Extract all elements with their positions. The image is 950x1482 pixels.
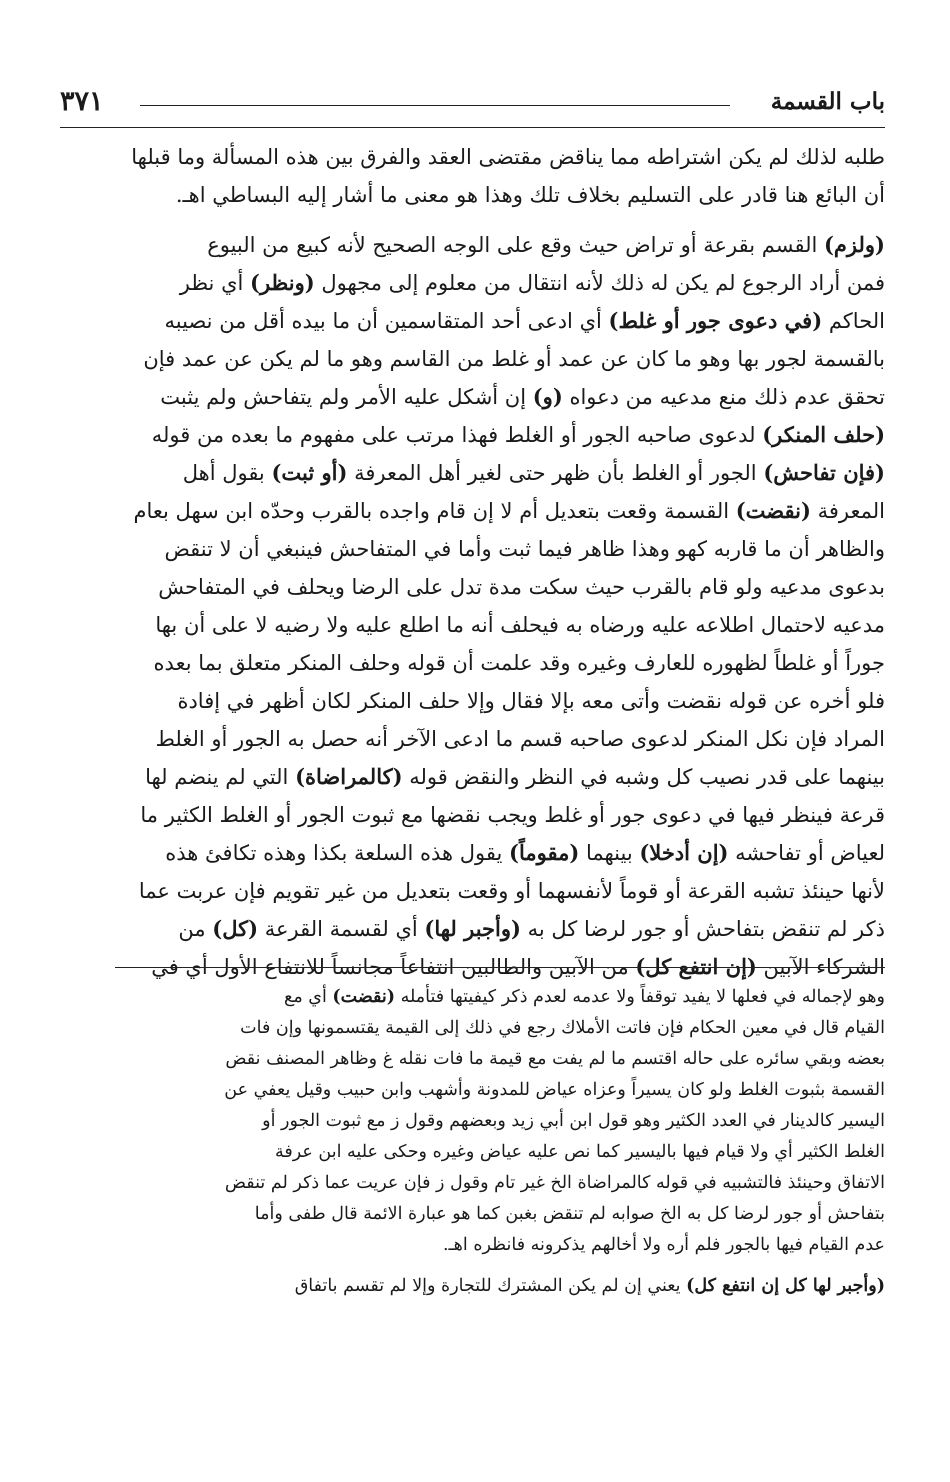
paragraph-1 <box>60 138 885 214</box>
note-line: الاتفاق وحينئذ فالتشبيه في قوله كالمراضاة الخ غير تام وقول ز فإن عريت عما ذكر لم تنقض <box>224 1173 885 1193</box>
header-underline <box>60 127 885 128</box>
lemma: (وأجبر لها كل إن انتفع كل) <box>686 1276 885 1296</box>
text-line: تحقق عدم ذلك منع مدعيه من دعواه (و) إن أشكل عليه الأمر ولم يتفاحش ولم يثبت <box>160 384 885 409</box>
text-line: (حلف المنكر) لدعوى صاحبه الجور أو الغلط فهذا مرتب على مفهوم ما بعده من قوله <box>151 422 885 447</box>
text-line: لأنها حينئذ تشبه القرعة أو قوماً لأنفسهما أو وقعت بتعديل من غير تقويم فإن عربت عما <box>138 879 885 903</box>
text-line: فمن أراد الرجوع لم يكن له ذلك لأنه انتقال من معلوم إلى مجهول (ونظر) أي نظر <box>179 270 885 295</box>
lemma: (إن انتفع كل) <box>635 954 757 979</box>
text-line: الحاكم (في دعوى جور أو غلط) أي ادعى أحد المتقاسمين أن ما بيده أقل من نصيبه <box>164 308 885 333</box>
text-line: الشركاء الآبين (إن انتفع كل) من الآبين والطالبين انتفاعاً مجانساً للانتفاع الأول أي في <box>151 954 885 979</box>
page-number: ٣٧١ <box>60 86 104 117</box>
text-line: المراد فإن نكل المنكر لدعوى صاحبه قسم ما ادعى الآخر أنه حصل به الجور أو الغلط <box>155 727 885 751</box>
lemma: (في دعوى جور أو غلط) <box>608 308 823 333</box>
note-line: القيام قال في معين الحكام فإن فاتت الأملاك رجع في ذلك إلى القيمة يقتسمونها وإن فات <box>240 1018 885 1038</box>
paragraph-2 <box>60 226 885 986</box>
lemma: (و) <box>532 384 563 409</box>
lemma: (ونظر) <box>250 270 315 295</box>
text-line: طلبه لذلك لم يكن اشتراطه مما يناقض مقتضى العقد والفرق بين هذه المسألة وما قبلها <box>131 145 885 169</box>
note-line: وهو لإجماله في فعلها لا يفيد توقفاً ولا عدمه لعدم ذكر كيفيتها فتأمله (نقضت) أي مع <box>284 987 885 1007</box>
note-paragraph-1 <box>115 982 885 1261</box>
lemma: (نقضت) <box>735 498 811 523</box>
text-line: ذكر لم تنقض بتفاحش أو جور لرضا كل به (وأجبر لها) أي لقسمة القرعة (كل) من <box>178 916 885 941</box>
note-line: عدم القيام فيها بالجور فلم أره ولا أخالهم يذكرونه فانظره اهـ. <box>442 1235 885 1255</box>
note-line: بتفاحش أو جور لرضا كل به الخ صوابه لم تنقض بغبن كما هو عبارة الائمة قال طفى وأما <box>254 1204 885 1224</box>
footnote-rule <box>115 967 885 968</box>
lemma: (كل) <box>212 916 259 941</box>
lemma: (نقضت) <box>332 987 396 1007</box>
header-rule <box>140 105 730 106</box>
lemma: (وأجبر لها) <box>424 916 521 941</box>
lemma: (ولزم) <box>823 232 885 257</box>
main-text <box>60 138 885 986</box>
text-line: المعرفة (نقضت) القسمة وقعت بتعديل أم لا إن قام واجده بالقرب وحدّه ابن سهل بعام <box>133 498 885 523</box>
text-line: أن البائع هنا قادر على التسليم بخلاف تلك وهذا هو معنى ما أشار إليه البساطي اهـ. <box>175 183 885 207</box>
text-line: بينهما على قدر نصيب كل وشبه في النظر والنقض قوله (كالمراضاة) التي لم ينضم لها <box>145 764 885 789</box>
lemma: (حلف المنكر) <box>762 422 885 447</box>
text-line: فلو أخره عن قوله نقضت وأتى معه بإلا فقال وإلا حلف المنكر لكان أظهر في إفادة <box>177 689 885 713</box>
note-line: (وأجبر لها كل إن انتفع كل) يعني إن لم يكن المشترك للتجارة وإلا لم تقسم باتفاق <box>294 1276 885 1296</box>
text-line: قرعة فينظر فيها في دعوى جور أو غلط ويجب نقضها مع ثبوت الجور أو الغلط الكثير ما <box>140 803 885 827</box>
note-paragraph-2 <box>115 1271 885 1302</box>
text-line: (فإن تفاحش) الجور أو الغلط بأن ظهر حتى لغير أهل المعرفة (أو ثبت) بقول أهل <box>182 460 885 485</box>
text-line: والظاهر أن ما قاربه كهو وهذا ظاهر فيما ثبت وأما في المتفاحش فينبغي أن لا تنقض <box>164 537 885 561</box>
lemma: (مقوماً) <box>509 840 580 865</box>
note-line: القسمة بثبوت الغلط ولو كان يسيراً وعزاه عياض للمدونة وأشهب وابن حبيب وقيل يعفي عن <box>224 1080 885 1100</box>
note-line: اليسير كالدينار في العدد الكثير وهو قول ابن أبي زيد وبعضهم وقول ز مع ثبوت الجور أو <box>262 1111 885 1131</box>
note-line: بعضه وبقي سائره على حاله اقتسم ما لم يفت مع قيمة ما فات نقله غ وظاهر المصنف نقض <box>225 1049 885 1069</box>
text-line: (ولزم) القسم بقرعة أو تراض حيث وقع على الوجه الصحيح لأنه كبيع من البيوع <box>207 232 885 257</box>
text-line: لعياض أو تفاحشه (إن أدخلا) بينهما (مقوماً) يقول هذه السلعة بكذا وهذه تكافئ هذه <box>165 840 885 865</box>
lemma: (كالمراضاة) <box>295 764 403 789</box>
text-line: بالقسمة لجور بها وهو ما كان عن عمد أو غلط من القاسم وهو ما لم يكن عن عمد فإن <box>143 347 885 371</box>
text-line: بدعوى مدعيه ولو قام بالقرب حيث سكت مدة تدل على الرضا ويحلف في المتفاحش <box>158 575 885 599</box>
running-header <box>60 84 885 124</box>
note-line: الغلط الكثير أي ولا قيام فيها باليسير كما نص عليه عياض وغيره وحكى عليه ابن عرفة <box>275 1142 885 1162</box>
lemma: (إن أدخلا) <box>639 840 729 865</box>
text-line: مدعيه لاحتمال اطلاعه عليه ورضاه به فيحلف أنه ما اطلع عليه ولا رضيه لا على أن بها <box>155 613 885 637</box>
chapter-title: باب القسمة <box>770 88 885 115</box>
commentary-notes <box>115 982 885 1302</box>
lemma: (أو ثبت) <box>271 460 348 485</box>
lemma: (فإن تفاحش) <box>763 460 885 485</box>
text-line: جوراً أو غلطاً لظهوره للعارف وغيره وقد علمت أن قوله وحلف المنكر متعلق بما بعده <box>153 651 885 675</box>
